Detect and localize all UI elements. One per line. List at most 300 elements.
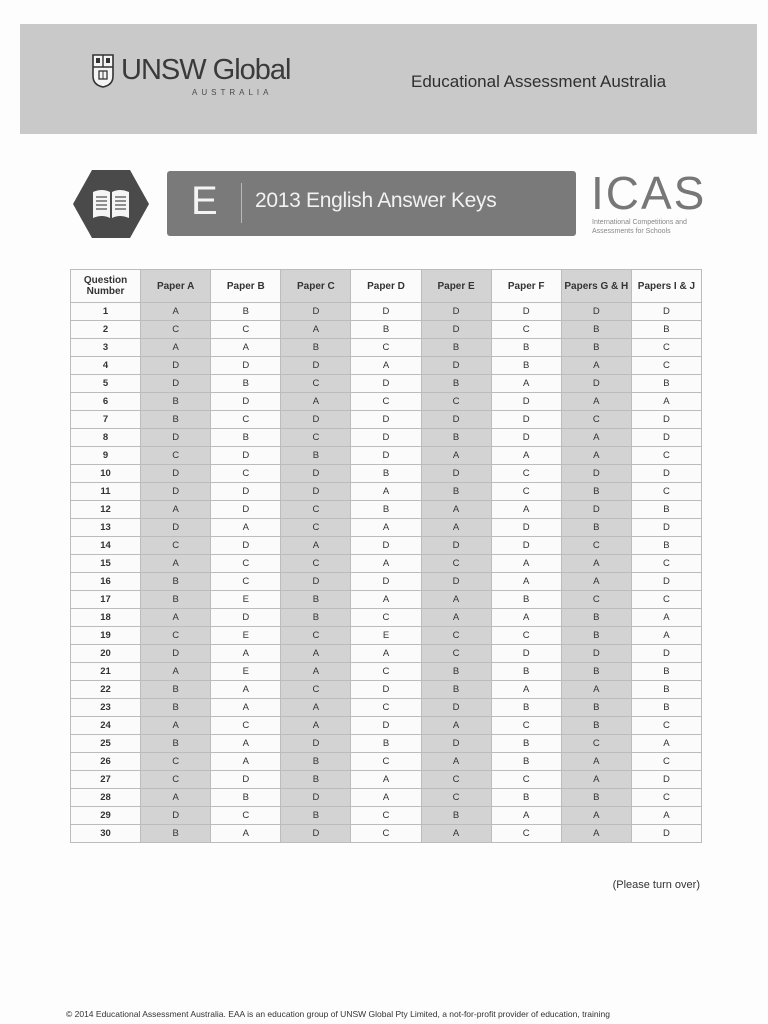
answer-cell: B — [561, 321, 631, 339]
answer-cell: C — [631, 555, 701, 573]
answer-cell: B — [421, 375, 491, 393]
answer-cell: C — [351, 609, 421, 627]
question-number: 26 — [71, 753, 141, 771]
table-row — [71, 717, 702, 735]
answer-cell: A — [561, 555, 631, 573]
answer-cell: B — [351, 735, 421, 753]
answer-cell: C — [141, 753, 211, 771]
answer-cell: D — [211, 447, 281, 465]
title-divider — [241, 183, 242, 223]
answer-cell: A — [491, 447, 561, 465]
table-row — [71, 303, 702, 321]
answer-cell: A — [351, 483, 421, 501]
answer-cell: D — [421, 537, 491, 555]
answer-cell: A — [141, 717, 211, 735]
answer-cell: C — [631, 717, 701, 735]
answer-cell: C — [631, 483, 701, 501]
table-row — [71, 447, 702, 465]
answer-cell: C — [281, 555, 351, 573]
table-body — [71, 303, 702, 843]
answer-cell: B — [561, 519, 631, 537]
answer-cell: A — [421, 501, 491, 519]
answer-cell: A — [561, 771, 631, 789]
answer-cell: D — [631, 519, 701, 537]
answer-cell: D — [421, 573, 491, 591]
answer-cell: B — [141, 735, 211, 753]
answer-cell: B — [281, 771, 351, 789]
question-number: 23 — [71, 699, 141, 717]
answer-cell: C — [561, 591, 631, 609]
question-number: 10 — [71, 465, 141, 483]
question-number: 13 — [71, 519, 141, 537]
answer-cell: B — [561, 789, 631, 807]
answer-cell: E — [211, 591, 281, 609]
answer-cell: C — [211, 411, 281, 429]
answer-cell: D — [631, 303, 701, 321]
answer-cell: D — [211, 609, 281, 627]
answer-cell: D — [561, 375, 631, 393]
icas-subtitle: International Competitions and Assessments for Schools — [592, 219, 687, 235]
table-row — [71, 591, 702, 609]
answer-cell: B — [561, 699, 631, 717]
turn-over-note: (Please turn over) — [612, 879, 700, 891]
answer-cell: B — [281, 339, 351, 357]
column-header: Paper C — [281, 270, 351, 303]
answer-cell: D — [281, 735, 351, 753]
answer-cell: C — [561, 537, 631, 555]
question-number: 25 — [71, 735, 141, 753]
column-header: Papers I & J — [631, 270, 701, 303]
answer-cell: A — [141, 609, 211, 627]
answer-cell: A — [281, 717, 351, 735]
question-number: 17 — [71, 591, 141, 609]
answer-cell: A — [421, 519, 491, 537]
answer-cell: A — [141, 339, 211, 357]
answer-cell: C — [421, 645, 491, 663]
answer-cell: D — [491, 537, 561, 555]
answer-cell: A — [351, 519, 421, 537]
answer-cell: D — [351, 411, 421, 429]
answer-cell: C — [281, 519, 351, 537]
brand-name: UNSW Global — [121, 54, 291, 86]
table-header-row — [71, 270, 702, 303]
answer-cell: A — [211, 753, 281, 771]
table-row — [71, 573, 702, 591]
answer-cell: B — [491, 735, 561, 753]
answer-cell: D — [211, 483, 281, 501]
answer-cell: E — [211, 627, 281, 645]
answer-cell: D — [491, 411, 561, 429]
question-number: 16 — [71, 573, 141, 591]
question-number: 21 — [71, 663, 141, 681]
answer-cell: A — [561, 753, 631, 771]
unsw-crest-icon — [92, 54, 114, 88]
answer-cell: D — [631, 825, 701, 843]
question-number: 18 — [71, 609, 141, 627]
answer-cell: D — [281, 357, 351, 375]
column-header: Paper E — [421, 270, 491, 303]
answer-cell: A — [491, 807, 561, 825]
answer-cell: A — [561, 573, 631, 591]
answer-cell: D — [421, 735, 491, 753]
answer-cell: C — [631, 357, 701, 375]
answer-cell: B — [561, 483, 631, 501]
answer-cell: A — [211, 519, 281, 537]
answer-cell: C — [561, 411, 631, 429]
answer-cell: C — [281, 375, 351, 393]
answer-cell: A — [561, 357, 631, 375]
icas-logo: ICAS — [591, 167, 707, 219]
answer-cell: C — [141, 627, 211, 645]
answer-cell: B — [351, 321, 421, 339]
answer-cell: A — [491, 573, 561, 591]
answer-cell: D — [351, 303, 421, 321]
page-title: 2013 English Answer Keys — [255, 189, 497, 212]
answer-cell: A — [491, 501, 561, 519]
answer-cell: B — [421, 483, 491, 501]
table-row — [71, 483, 702, 501]
answer-cell: D — [491, 303, 561, 321]
book-icon — [72, 168, 150, 240]
answer-cell: B — [351, 501, 421, 519]
answer-cell: D — [631, 429, 701, 447]
answer-cell: D — [351, 429, 421, 447]
answer-cell: C — [351, 699, 421, 717]
question-number: 22 — [71, 681, 141, 699]
answer-cell: A — [421, 591, 491, 609]
question-number: 11 — [71, 483, 141, 501]
answer-cell: B — [421, 663, 491, 681]
answer-cell: D — [351, 573, 421, 591]
answer-cell: B — [141, 573, 211, 591]
answer-cell: B — [561, 339, 631, 357]
answer-cell: A — [211, 681, 281, 699]
table-row — [71, 681, 702, 699]
answer-cell: C — [211, 555, 281, 573]
answer-cell: D — [281, 825, 351, 843]
answer-cell: B — [281, 447, 351, 465]
table-row — [71, 663, 702, 681]
column-header: Paper F — [491, 270, 561, 303]
column-header: Paper D — [351, 270, 421, 303]
answer-cell: C — [351, 807, 421, 825]
answer-cell: D — [351, 717, 421, 735]
table-row — [71, 807, 702, 825]
answer-cell: C — [561, 735, 631, 753]
answer-cell: B — [421, 807, 491, 825]
answer-cell: D — [141, 465, 211, 483]
answer-cell: D — [561, 465, 631, 483]
answer-cell: B — [351, 465, 421, 483]
answer-cell: D — [631, 465, 701, 483]
answer-cell: B — [631, 699, 701, 717]
column-header: Papers G & H — [561, 270, 631, 303]
answer-cell: A — [281, 663, 351, 681]
table-row — [71, 375, 702, 393]
answer-cell: D — [421, 411, 491, 429]
answer-cell: B — [491, 789, 561, 807]
answer-cell: C — [491, 627, 561, 645]
answer-cell: D — [491, 429, 561, 447]
answer-cell: A — [351, 645, 421, 663]
answer-cell: A — [561, 429, 631, 447]
answer-cell: B — [141, 393, 211, 411]
answer-cell: B — [491, 357, 561, 375]
column-header: Paper A — [141, 270, 211, 303]
answer-cell: C — [141, 771, 211, 789]
question-number: 30 — [71, 825, 141, 843]
table-row — [71, 357, 702, 375]
table-row — [71, 411, 702, 429]
answer-cell: B — [631, 321, 701, 339]
answer-cell: A — [421, 753, 491, 771]
answer-cell: A — [631, 735, 701, 753]
subject-letter: E — [191, 179, 218, 223]
answer-cell: A — [631, 609, 701, 627]
question-number: 6 — [71, 393, 141, 411]
table-row — [71, 555, 702, 573]
column-header: Question Number — [71, 270, 141, 303]
answer-cell: B — [561, 609, 631, 627]
answer-cell: A — [491, 555, 561, 573]
answer-cell: E — [211, 663, 281, 681]
answer-cell: D — [561, 645, 631, 663]
column-header: Paper B — [211, 270, 281, 303]
answer-cell: B — [281, 753, 351, 771]
question-number: 27 — [71, 771, 141, 789]
answer-cell: A — [561, 825, 631, 843]
table-row — [71, 519, 702, 537]
table-row — [71, 321, 702, 339]
answer-cell: C — [281, 627, 351, 645]
answer-cell: A — [351, 789, 421, 807]
question-number: 9 — [71, 447, 141, 465]
header-band — [20, 24, 757, 134]
answer-cell: D — [141, 519, 211, 537]
answer-cell: D — [631, 411, 701, 429]
answer-cell: E — [351, 627, 421, 645]
answer-cell: C — [421, 393, 491, 411]
answer-cell: D — [491, 393, 561, 411]
answer-cell: B — [631, 681, 701, 699]
answer-cell: D — [141, 483, 211, 501]
answer-cell: B — [631, 375, 701, 393]
answer-cell: D — [631, 771, 701, 789]
answer-cell: A — [211, 825, 281, 843]
answer-cell: A — [351, 555, 421, 573]
answer-cell: C — [491, 483, 561, 501]
answer-cell: B — [631, 537, 701, 555]
answer-cell: D — [281, 411, 351, 429]
question-number: 7 — [71, 411, 141, 429]
question-number: 12 — [71, 501, 141, 519]
question-number: 28 — [71, 789, 141, 807]
answer-cell: D — [211, 357, 281, 375]
answer-cell: B — [281, 807, 351, 825]
answer-cell: A — [141, 555, 211, 573]
answer-cell: B — [421, 429, 491, 447]
answer-cell: D — [351, 537, 421, 555]
answer-cell: A — [211, 645, 281, 663]
answer-cell: A — [561, 393, 631, 411]
answer-cell: C — [351, 825, 421, 843]
answer-cell: A — [281, 537, 351, 555]
answer-cell: C — [421, 627, 491, 645]
table-row — [71, 501, 702, 519]
table-row — [71, 465, 702, 483]
answer-cell: B — [141, 825, 211, 843]
answer-cell: A — [491, 609, 561, 627]
answer-cell: D — [281, 303, 351, 321]
answer-cell: D — [211, 501, 281, 519]
answer-cell: A — [281, 393, 351, 411]
answer-cell: D — [561, 303, 631, 321]
answer-cell: A — [421, 447, 491, 465]
question-number: 24 — [71, 717, 141, 735]
answer-cell: A — [491, 681, 561, 699]
answer-cell: A — [211, 735, 281, 753]
answer-cell: A — [421, 825, 491, 843]
answer-cell: B — [561, 717, 631, 735]
question-number: 20 — [71, 645, 141, 663]
answer-cell: D — [141, 807, 211, 825]
answer-cell: D — [631, 645, 701, 663]
answer-cell: A — [281, 645, 351, 663]
answer-cell: C — [141, 321, 211, 339]
answer-cell: B — [561, 663, 631, 681]
answer-cell: C — [421, 555, 491, 573]
table-row — [71, 771, 702, 789]
table-row — [71, 393, 702, 411]
table-row — [71, 825, 702, 843]
answer-cell: B — [211, 303, 281, 321]
answer-cell: C — [141, 537, 211, 555]
brand-subtitle: AUSTRALIA — [192, 88, 273, 97]
table-row — [71, 609, 702, 627]
question-number: 5 — [71, 375, 141, 393]
question-number: 19 — [71, 627, 141, 645]
answer-cell: A — [561, 807, 631, 825]
answer-cell: C — [281, 501, 351, 519]
answer-cell: B — [211, 375, 281, 393]
answer-cell: D — [421, 699, 491, 717]
question-number: 3 — [71, 339, 141, 357]
answer-cell: A — [561, 447, 631, 465]
answer-cell: A — [141, 501, 211, 519]
answer-cell: A — [281, 699, 351, 717]
answer-cell: C — [421, 789, 491, 807]
table-row — [71, 537, 702, 555]
answer-cell: B — [491, 753, 561, 771]
answer-cell: D — [421, 357, 491, 375]
answer-cell: A — [561, 681, 631, 699]
answer-cell: C — [631, 447, 701, 465]
answer-cell: D — [281, 573, 351, 591]
answer-cell: C — [491, 771, 561, 789]
answer-cell: D — [421, 465, 491, 483]
answer-cell: B — [491, 699, 561, 717]
answer-cell: B — [491, 663, 561, 681]
answer-cell: C — [631, 753, 701, 771]
answer-cell: B — [141, 681, 211, 699]
answer-cell: D — [491, 645, 561, 663]
answer-cell: C — [281, 429, 351, 447]
answer-cell: D — [141, 357, 211, 375]
table-row — [71, 645, 702, 663]
answer-cell: A — [351, 357, 421, 375]
answer-cell: B — [421, 681, 491, 699]
answer-cell: D — [351, 375, 421, 393]
answer-cell: D — [211, 393, 281, 411]
question-number: 14 — [71, 537, 141, 555]
answer-cell: C — [211, 465, 281, 483]
answer-cell: D — [631, 573, 701, 591]
answer-cell: C — [491, 825, 561, 843]
answer-cell: C — [491, 717, 561, 735]
answer-cell: A — [211, 339, 281, 357]
table-row — [71, 789, 702, 807]
organization-name: Educational Assessment Australia — [411, 72, 667, 91]
answer-cell: C — [351, 339, 421, 357]
question-number: 29 — [71, 807, 141, 825]
answer-cell: C — [141, 447, 211, 465]
answer-cell: C — [631, 789, 701, 807]
answer-cell: B — [141, 699, 211, 717]
answer-cell: A — [141, 663, 211, 681]
question-number: 8 — [71, 429, 141, 447]
answer-cell: D — [281, 789, 351, 807]
answer-cell: B — [281, 591, 351, 609]
answer-cell: B — [211, 429, 281, 447]
answer-cell: A — [631, 807, 701, 825]
answer-cell: D — [491, 519, 561, 537]
answer-cell: C — [351, 753, 421, 771]
answer-cell: D — [421, 303, 491, 321]
copyright-notice: © 2014 Educational Assessment Australia. EAA is an education group of UNSW Global Pty Limited, a not-for-profit provider of education, training — [66, 1009, 610, 1019]
answer-cell: B — [491, 339, 561, 357]
answer-cell: B — [211, 789, 281, 807]
answer-cell: A — [141, 303, 211, 321]
answer-cell: C — [281, 681, 351, 699]
answer-cell: B — [631, 663, 701, 681]
answer-cell: D — [351, 681, 421, 699]
answer-cell: C — [491, 321, 561, 339]
answer-cell: B — [141, 411, 211, 429]
answer-cell: C — [351, 663, 421, 681]
answer-cell: A — [351, 771, 421, 789]
answer-cell: C — [351, 393, 421, 411]
answer-cell: B — [141, 591, 211, 609]
question-number: 2 — [71, 321, 141, 339]
answer-cell: D — [141, 429, 211, 447]
answer-cell: B — [561, 627, 631, 645]
question-number: 4 — [71, 357, 141, 375]
answer-cell: D — [141, 375, 211, 393]
answer-cell: A — [281, 321, 351, 339]
answer-cell: D — [281, 483, 351, 501]
table-row — [71, 627, 702, 645]
answer-cell: C — [421, 771, 491, 789]
answer-cell: A — [631, 627, 701, 645]
answer-cell: C — [211, 717, 281, 735]
table-row — [71, 429, 702, 447]
answer-cell: A — [211, 699, 281, 717]
answer-cell: D — [351, 447, 421, 465]
answer-cell: D — [211, 771, 281, 789]
question-number: 15 — [71, 555, 141, 573]
answer-cell: B — [491, 591, 561, 609]
answer-cell: B — [281, 609, 351, 627]
